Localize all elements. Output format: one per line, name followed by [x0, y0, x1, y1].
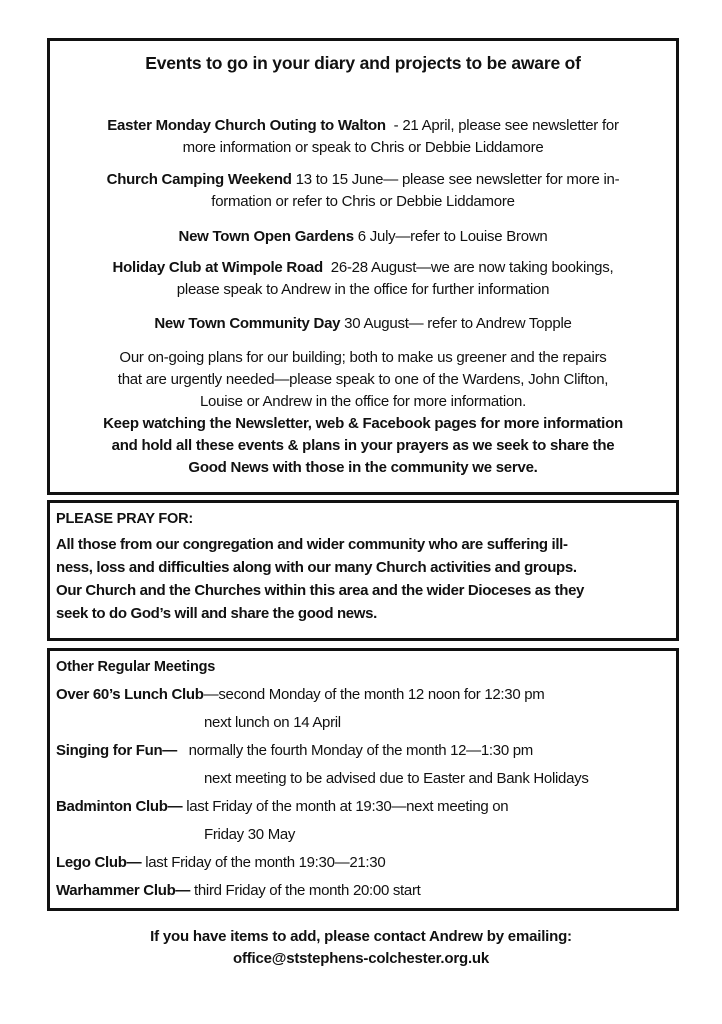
prayer-text: All those from our congregation and wider community who are suffering ill- ness, loss and difficulties along with our many Church activities and groups. Our Church and the Churches within this area and the wider Dioceses as they seek to do God’s will and share the good news. — [56, 536, 585, 622]
meeting-note: Friday 30 May — [204, 826, 296, 843]
events-title: Events to go in your diary and projects to be aware of — [145, 53, 581, 73]
event-detail-cont: formation or refer to Chris or Debbie Liddamore — [211, 193, 515, 210]
event-name: New Town Open Gardens — [178, 228, 354, 245]
event-name: New Town Community Day — [154, 315, 341, 332]
building-plans-text: Our on-going plans for our building; both to make us greener and the repairs that are urgently needed—please speak to one of the Wardens, John Clifton, Louise or Andrew in the office for more information. — [117, 349, 609, 410]
event-detail: 26-28 August—we are now taking bookings, — [322, 259, 614, 276]
event-item — [56, 226, 670, 248]
event-detail-cont: more information or speak to Chris or Debbie Liddamore — [182, 139, 544, 156]
prayer-heading: PLEASE PRAY FOR: — [56, 511, 193, 527]
events-box — [47, 38, 679, 495]
keep-watching-text: Keep watching the Newsletter, web & Facebook pages for more information and hold all these events & plans in your prayers as we seek to share the Good News with those in the community we serve. — [103, 415, 623, 476]
meeting-item — [56, 684, 544, 706]
footer-contact-text: If you have items to add, please contact Andrew by emailing: — [150, 928, 572, 945]
prayer-box — [47, 500, 679, 641]
meeting-detail: normally the fourth Monday of the month 12—1:30 pm — [177, 742, 533, 759]
event-detail: 6 July—refer to Louise Brown — [353, 228, 548, 245]
meeting-name: Warhammer Club— — [56, 882, 191, 899]
meetings-box — [47, 648, 679, 911]
event-item — [56, 169, 670, 213]
meeting-name: Singing for Fun— — [56, 742, 178, 759]
footer-email-link[interactable]: office@ststephens-colchester.org.uk — [232, 950, 490, 967]
meeting-name: Badminton Club— — [56, 798, 183, 815]
event-item — [56, 257, 670, 301]
meeting-item — [56, 852, 385, 874]
meeting-detail: last Friday of the month at 19:30—next meeting on — [182, 798, 509, 815]
event-name: Holiday Club at Wimpole Road — [112, 259, 323, 276]
event-detail: 13 to 15 June— please see newsletter for more in- — [291, 171, 620, 188]
meeting-detail: last Friday of the month 19:30—21:30 — [141, 854, 386, 871]
meeting-item — [56, 796, 508, 818]
meeting-detail: —second Monday of the month 12 noon for 12:30 pm — [203, 686, 545, 703]
meeting-item — [56, 880, 421, 902]
event-name: Easter Monday Church Outing to Walton — [107, 117, 386, 134]
event-detail: - 21 April, please see newsletter for — [385, 117, 619, 134]
event-item — [56, 115, 670, 159]
meeting-name: Lego Club— — [56, 854, 142, 871]
event-detail-cont: please speak to Andrew in the office for further information — [176, 281, 550, 298]
event-item — [56, 313, 670, 335]
event-name: Church Camping Weekend — [106, 171, 292, 188]
meeting-name: Over 60’s Lunch Club — [56, 686, 204, 703]
event-detail: 30 August— refer to Andrew Topple — [340, 315, 572, 332]
meetings-heading: Other Regular Meetings — [56, 659, 216, 675]
meeting-item — [56, 740, 533, 762]
meeting-detail: third Friday of the month 20:00 start — [190, 882, 421, 899]
meeting-note: next meeting to be advised due to Easter and Bank Holidays — [204, 770, 589, 787]
meeting-note: next lunch on 14 April — [204, 714, 341, 731]
